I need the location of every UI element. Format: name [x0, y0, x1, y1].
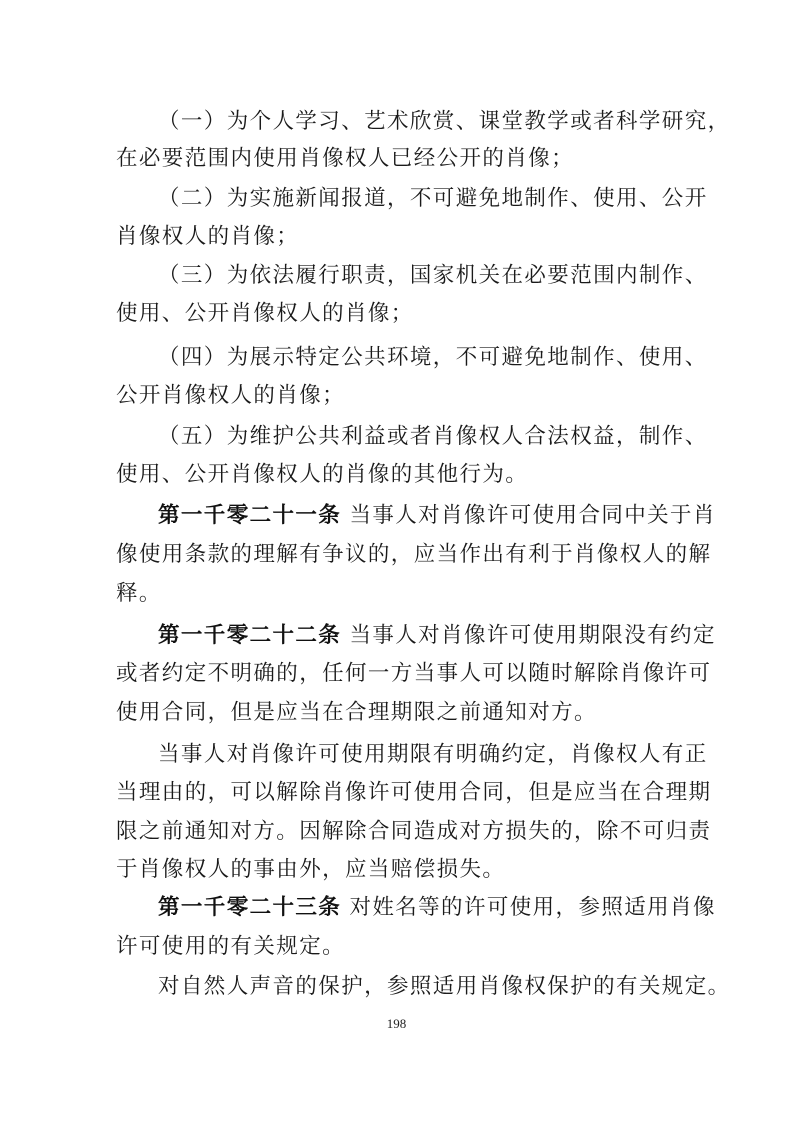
text-line: （一）为个人学习、艺术欣赏、课堂教学或者科学研究， [158, 109, 731, 134]
article-number: 第一千零二十一条 [158, 503, 342, 528]
text-line: 许可使用的有关规定。 [116, 934, 346, 959]
article-text: 当事人对肖像许可使用合同中关于肖 [349, 503, 716, 528]
text-line: 像使用条款的理解有争议的，应当作出有利于肖像权人的解 [116, 542, 712, 567]
article-text: 当事人对肖像许可使用期限没有约定 [349, 623, 716, 648]
article-number: 第一千零二十三条 [158, 895, 342, 920]
text-line: 或者约定不明确的，任何一方当事人可以随时解除肖像许可 [116, 661, 712, 686]
article-1022-first-line [158, 618, 716, 654]
text-line: （三）为依法履行职责，国家机关在必要范围内制作、 [158, 263, 708, 288]
text-line: 释。 [116, 581, 162, 606]
page-number: 198 [386, 1016, 407, 1031]
text-line: 当事人对肖像许可使用期限有明确约定，肖像权人有正 [158, 742, 708, 767]
text-line: （五）为维护公共利益或者肖像权人合法权益，制作、 [158, 424, 708, 449]
text-line: 当理由的，可以解除肖像许可使用合同，但是应当在合理期 [116, 780, 712, 805]
text-line: 于肖像权人的事由外，应当赔偿损失。 [116, 857, 506, 882]
text-line: 公开肖像权人的肖像； [116, 383, 346, 408]
article-1023-first-line [158, 890, 716, 926]
text-line: 使用、公开肖像权人的肖像； [116, 301, 414, 326]
text-line: 肖像权人的肖像； [116, 224, 300, 249]
article-text: 对姓名等的许可使用，参照适用肖像 [349, 895, 716, 920]
text-line: 使用合同，但是应当在合理期限之前通知对方。 [116, 700, 597, 725]
article-1021-first-line [158, 498, 716, 534]
text-line: 限之前通知对方。因解除合同造成对方损失的，除不可归责 [116, 819, 712, 844]
text-line: （二）为实施新闻报道，不可避免地制作、使用、公开 [158, 186, 708, 211]
text-line: 在必要范围内使用肖像权人已经公开的肖像； [116, 146, 575, 171]
text-line: 对自然人声音的保护，参照适用肖像权保护的有关规定。 [158, 974, 731, 999]
text-line: 使用、公开肖像权人的肖像的其他行为。 [116, 462, 529, 487]
text-line: （四）为展示特定公共环境，不可避免地制作、使用、 [158, 345, 708, 370]
article-number: 第一千零二十二条 [158, 623, 342, 648]
